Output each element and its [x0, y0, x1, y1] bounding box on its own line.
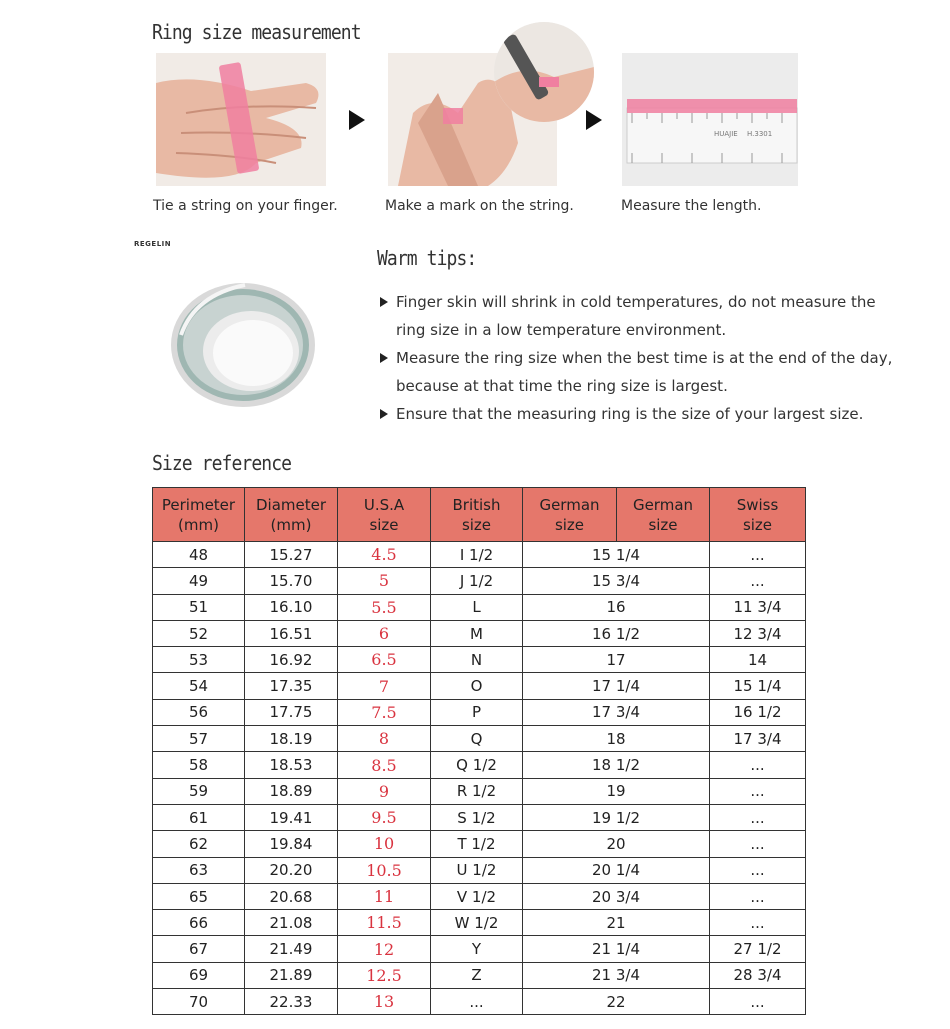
ruler-brand: HUAJIE [714, 130, 738, 138]
ring-illustration [155, 255, 325, 425]
column-header: Perimeter (mm) [153, 488, 245, 542]
tip-item: Measure the ring size when the best time is at the end of the day, because at that time the ring size is largest. [380, 344, 900, 400]
cell-german: 17 1/4 [523, 673, 710, 699]
cell-usa: 5 [338, 568, 431, 594]
cell-german: 17 3/4 [523, 699, 710, 725]
cell-british: Q 1/2 [431, 752, 523, 778]
cell-swiss: ... [710, 778, 806, 804]
cell-perimeter: 51 [153, 594, 245, 620]
cell-british: I 1/2 [431, 542, 523, 568]
table-row [153, 620, 806, 646]
cell-perimeter: 61 [153, 804, 245, 830]
cell-diameter: 16.92 [245, 647, 338, 673]
table-row [153, 804, 806, 830]
table-row [153, 962, 806, 988]
step-2-caption: Make a mark on the string. [385, 198, 574, 214]
column-header: British size [431, 488, 523, 542]
cell-diameter: 16.51 [245, 620, 338, 646]
cell-swiss: ... [710, 989, 806, 1015]
cell-diameter: 19.41 [245, 804, 338, 830]
cell-swiss: ... [710, 857, 806, 883]
cell-british: W 1/2 [431, 910, 523, 936]
step-arrow-1-icon [349, 110, 365, 130]
cell-british: Z [431, 962, 523, 988]
cell-swiss: 11 3/4 [710, 594, 806, 620]
cell-british: ... [431, 989, 523, 1015]
cell-swiss: 27 1/2 [710, 936, 806, 962]
cell-swiss: ... [710, 910, 806, 936]
cell-usa: 10 [338, 831, 431, 857]
measurement-heading: Ring size measurement [152, 20, 361, 44]
table-row [153, 883, 806, 909]
cell-swiss: 16 1/2 [710, 699, 806, 725]
cell-german: 20 3/4 [523, 883, 710, 909]
table-row [153, 989, 806, 1015]
cell-diameter: 21.08 [245, 910, 338, 936]
tips-heading: Warm tips: [377, 246, 477, 270]
cell-usa: 6.5 [338, 647, 431, 673]
cell-usa: 7.5 [338, 699, 431, 725]
cell-german: 18 [523, 726, 710, 752]
cell-swiss: 28 3/4 [710, 962, 806, 988]
cell-diameter: 15.27 [245, 542, 338, 568]
step-arrow-2-icon [586, 110, 602, 130]
cell-usa: 8 [338, 726, 431, 752]
cell-usa: 11.5 [338, 910, 431, 936]
cell-usa: 7 [338, 673, 431, 699]
cell-diameter: 17.75 [245, 699, 338, 725]
cell-perimeter: 56 [153, 699, 245, 725]
cell-diameter: 20.68 [245, 883, 338, 909]
step-1-caption: Tie a string on your finger. [153, 198, 338, 214]
cell-british: V 1/2 [431, 883, 523, 909]
cell-british: R 1/2 [431, 778, 523, 804]
cell-diameter: 17.35 [245, 673, 338, 699]
cell-british: Q [431, 726, 523, 752]
cell-diameter: 22.33 [245, 989, 338, 1015]
hand-string-illustration [156, 53, 326, 186]
cell-british: P [431, 699, 523, 725]
size-table-header-row [153, 488, 806, 542]
column-header: U.S.A size [338, 488, 431, 542]
column-header: German size [617, 488, 710, 542]
tips-list [380, 288, 900, 428]
cell-british: O [431, 673, 523, 699]
cell-diameter: 16.10 [245, 594, 338, 620]
cell-british: J 1/2 [431, 568, 523, 594]
cell-diameter: 18.89 [245, 778, 338, 804]
column-header: German size [523, 488, 617, 542]
cell-perimeter: 65 [153, 883, 245, 909]
table-row [153, 910, 806, 936]
step-1-photo [156, 53, 326, 186]
cell-usa: 4.5 [338, 542, 431, 568]
cell-perimeter: 59 [153, 778, 245, 804]
cell-perimeter: 49 [153, 568, 245, 594]
cell-diameter: 18.53 [245, 752, 338, 778]
size-table [152, 487, 806, 1015]
ruler-model: H.3301 [747, 130, 773, 138]
cell-german: 18 1/2 [523, 752, 710, 778]
column-header: Diameter (mm) [245, 488, 338, 542]
cell-german: 19 [523, 778, 710, 804]
table-row [153, 647, 806, 673]
cell-german: 16 [523, 594, 710, 620]
cell-german: 21 [523, 910, 710, 936]
cell-german: 15 1/4 [523, 542, 710, 568]
cell-german: 15 3/4 [523, 568, 710, 594]
cell-usa: 10.5 [338, 857, 431, 883]
cell-perimeter: 66 [153, 910, 245, 936]
cell-swiss: ... [710, 568, 806, 594]
size-table-body [153, 542, 806, 1015]
cell-german: 20 1/4 [523, 857, 710, 883]
cell-usa: 9 [338, 778, 431, 804]
cell-german: 21 1/4 [523, 936, 710, 962]
cell-swiss: ... [710, 542, 806, 568]
column-header: Swiss size [710, 488, 806, 542]
cell-perimeter: 69 [153, 962, 245, 988]
table-row [153, 831, 806, 857]
table-row [153, 778, 806, 804]
cell-usa: 11 [338, 883, 431, 909]
cell-british: Y [431, 936, 523, 962]
cell-german: 21 3/4 [523, 962, 710, 988]
step-3-photo [622, 53, 798, 186]
table-row [153, 726, 806, 752]
cell-perimeter: 52 [153, 620, 245, 646]
cell-british: M [431, 620, 523, 646]
step-3-caption: Measure the length. [621, 198, 762, 214]
cell-usa: 12.5 [338, 962, 431, 988]
cell-usa: 9.5 [338, 804, 431, 830]
cell-swiss: 17 3/4 [710, 726, 806, 752]
table-row [153, 936, 806, 962]
cell-perimeter: 70 [153, 989, 245, 1015]
cell-usa: 13 [338, 989, 431, 1015]
table-row [153, 594, 806, 620]
table-row [153, 542, 806, 568]
tip-item: Finger skin will shrink in cold temperatures, do not measure the ring size in a low temperature environment. [380, 288, 900, 344]
cell-diameter: 15.70 [245, 568, 338, 594]
cell-german: 20 [523, 831, 710, 857]
cell-british: L [431, 594, 523, 620]
cell-perimeter: 62 [153, 831, 245, 857]
cell-usa: 5.5 [338, 594, 431, 620]
table-row [153, 568, 806, 594]
cell-diameter: 21.49 [245, 936, 338, 962]
cell-diameter: 20.20 [245, 857, 338, 883]
cell-diameter: 19.84 [245, 831, 338, 857]
table-row [153, 752, 806, 778]
size-reference-heading: Size reference [152, 451, 292, 475]
table-row [153, 699, 806, 725]
cell-perimeter: 54 [153, 673, 245, 699]
cell-swiss: 12 3/4 [710, 620, 806, 646]
cell-usa: 12 [338, 936, 431, 962]
cell-german: 22 [523, 989, 710, 1015]
tip-item: Ensure that the measuring ring is the size of your largest size. [380, 400, 900, 428]
cell-swiss: 15 1/4 [710, 673, 806, 699]
cell-british: S 1/2 [431, 804, 523, 830]
ruler-illustration [622, 53, 798, 186]
table-row [153, 673, 806, 699]
cell-perimeter: 57 [153, 726, 245, 752]
cell-perimeter: 58 [153, 752, 245, 778]
cell-swiss: ... [710, 752, 806, 778]
cell-diameter: 21.89 [245, 962, 338, 988]
table-row [153, 857, 806, 883]
cell-british: N [431, 647, 523, 673]
cell-british: U 1/2 [431, 857, 523, 883]
cell-swiss: 14 [710, 647, 806, 673]
cell-usa: 8.5 [338, 752, 431, 778]
cell-perimeter: 53 [153, 647, 245, 673]
cell-perimeter: 67 [153, 936, 245, 962]
closeup-illustration [494, 22, 594, 122]
cell-swiss: ... [710, 883, 806, 909]
cell-german: 16 1/2 [523, 620, 710, 646]
cell-perimeter: 63 [153, 857, 245, 883]
ring-image [155, 255, 325, 425]
cell-perimeter: 48 [153, 542, 245, 568]
cell-diameter: 18.19 [245, 726, 338, 752]
cell-german: 17 [523, 647, 710, 673]
step-2-closeup [494, 22, 594, 122]
cell-usa: 6 [338, 620, 431, 646]
brand-logo: REGELIN [134, 240, 172, 248]
cell-british: T 1/2 [431, 831, 523, 857]
cell-swiss: ... [710, 831, 806, 857]
cell-swiss: ... [710, 804, 806, 830]
cell-german: 19 1/2 [523, 804, 710, 830]
